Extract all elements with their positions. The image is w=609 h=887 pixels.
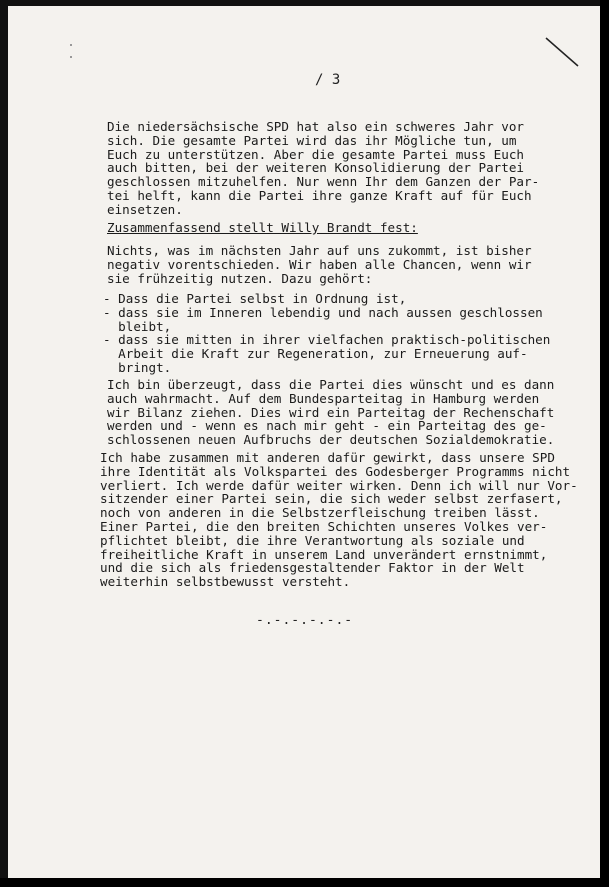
text-line: sich. Die gesamte Partei wird das ihr Mögliche tun, um bbox=[107, 132, 517, 148]
text-line: werden und - wenn es nach mir geht - ein Parteitag des ge- bbox=[107, 418, 547, 434]
section-heading bbox=[107, 221, 557, 235]
text-line: pflichtet bleibt, die ihre Verantwortung als soziale und bbox=[100, 532, 525, 548]
text-line: ihre Identität als Volkspartei des Godesberger Programms nicht bbox=[100, 463, 571, 479]
bullet-list bbox=[103, 292, 553, 375]
text-line: Einer Partei, die den breiten Schichten unseres Volkes ver- bbox=[100, 518, 548, 534]
text-line: Nichts, was im nächsten Jahr auf uns zukommt, ist bisher bbox=[107, 243, 532, 258]
document-page bbox=[8, 6, 600, 878]
scan-edge-right bbox=[600, 0, 609, 887]
heading-text: Zusammenfassend stellt Willy Brandt fest: bbox=[107, 220, 418, 235]
page-number: / 3 bbox=[315, 72, 341, 88]
scan-speck bbox=[70, 56, 72, 58]
text-line: geschlossen mitzuhelfen. Nur wenn Ihr dem Ganzen der Par- bbox=[107, 174, 540, 190]
paragraph-2 bbox=[107, 244, 557, 285]
text-line: Ich habe zusammen mit anderen dafür gewirkt, dass unsere SPD bbox=[100, 450, 555, 465]
text-line: und die sich als friedensgestaltender Faktor in der Welt bbox=[100, 560, 525, 576]
text-line: Ich bin überzeugt, dass die Partei dies wünscht und es dann bbox=[107, 377, 555, 392]
list-item: bleibt, bbox=[103, 318, 172, 334]
list-item: - Dass die Partei selbst in Ordnung ist, bbox=[103, 291, 407, 306]
text-line: wir Bilanz ziehen. Dies wird ein Parteitag der Rechenschaft bbox=[107, 404, 555, 420]
text-line: sitzender einer Partei sein, die sich weder selbst zerfasert, bbox=[100, 491, 563, 507]
list-item: - dass sie im Inneren lebendig und nach aussen geschlossen bbox=[103, 304, 543, 320]
scan-speck bbox=[70, 44, 72, 46]
list-item: - dass sie mitten in ihrer vielfachen praktisch-politischen bbox=[103, 332, 551, 348]
paragraph-4 bbox=[100, 450, 578, 590]
text-line: weiterhin selbstbewusst versteht. bbox=[100, 574, 351, 590]
text-line: Die niedersächsische SPD hat also ein schweres Jahr vor bbox=[107, 119, 525, 134]
closing-mark: -.-.-.-.-.- bbox=[256, 613, 354, 628]
text-line: einsetzen. bbox=[107, 201, 183, 217]
text-line: auch wahrmacht. Auf dem Bundesparteitag in Hamburg werden bbox=[107, 390, 540, 406]
text-line: auch bitten, bei der weiteren Konsolidierung der Partei bbox=[107, 160, 525, 176]
text-line: schlossenen neuen Aufbruchs der deutschen Sozialdemokratie. bbox=[107, 432, 555, 448]
text-line: noch von anderen in die Selbstzerfleischung treiben lässt. bbox=[100, 505, 540, 521]
text-line: negativ vorentschieden. Wir haben alle Chancen, wenn wir bbox=[107, 256, 532, 272]
paragraph-1 bbox=[107, 120, 557, 217]
list-item: bringt. bbox=[103, 359, 172, 375]
text-line: freiheitliche Kraft in unserem Land unverändert ernstnimmt, bbox=[100, 546, 548, 562]
list-item: Arbeit die Kraft zur Regeneration, zur Erneuerung auf- bbox=[103, 346, 528, 362]
text-line: tei helft, kann die Partei ihre ganze Kraft auf für Euch bbox=[107, 187, 532, 203]
text-line: Euch zu unterstützen. Aber die gesamte Partei muss Euch bbox=[107, 146, 525, 162]
paragraph-3 bbox=[107, 378, 557, 447]
text-line: verliert. Ich werde dafür weiter wirken. Denn ich will nur Vor- bbox=[100, 477, 578, 493]
scan-corner-mark bbox=[544, 34, 584, 74]
text-line: sie frühzeitig nutzen. Dazu gehört: bbox=[107, 270, 373, 286]
scan-edge-bottom bbox=[0, 878, 609, 887]
